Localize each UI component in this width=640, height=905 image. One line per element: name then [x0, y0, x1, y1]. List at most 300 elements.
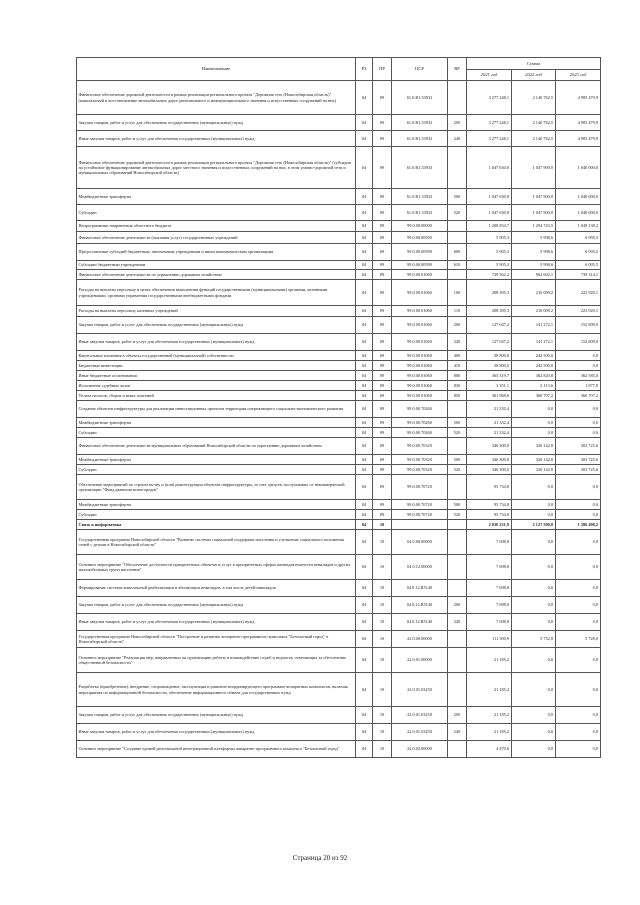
- cell-sum-2023: 5 728,0: [556, 631, 601, 648]
- cell-sum-2021: 739 562,2: [467, 270, 512, 280]
- cell-pr: 09: [373, 306, 392, 317]
- cell-csr: 61.0.R1.53933: [392, 147, 448, 189]
- cell-pr: 10: [373, 520, 392, 530]
- table-row: [77, 221, 601, 232]
- cell-name: Иные закупки товаров, работ и услуг для обеспечения государственных (муниципальных) нужд: [77, 131, 356, 147]
- cell-name: Непрограммные направления областного бюджета: [77, 221, 356, 232]
- cell-pr: 10: [373, 614, 392, 631]
- cell-sum-2021: 5 905,3: [467, 232, 512, 244]
- cell-csr: 99.0.00.70260: [392, 428, 448, 438]
- cell-rz: 04: [356, 81, 373, 115]
- header-year-2023: 2023 год: [556, 70, 601, 81]
- cell-csr: 61.0.R1.53932: [392, 81, 448, 115]
- cell-vr: 100: [448, 280, 467, 306]
- cell-rz: 04: [356, 500, 373, 510]
- cell-pr: 10: [373, 597, 392, 614]
- cell-csr: [392, 520, 448, 530]
- cell-sum-2021: 7 698,8: [467, 597, 512, 614]
- cell-pr: 09: [373, 131, 392, 147]
- cell-sum-2022: 0,0: [512, 401, 556, 418]
- table-row: [77, 438, 601, 455]
- cell-name: Финансовое обеспечение деятельности муниципальных образований Новосибирской области по укреплению дорожным хозяйством: [77, 438, 356, 455]
- cell-sum-2021: 95 734,8: [467, 510, 512, 520]
- cell-name: Иные бюджетные ассигнования: [77, 371, 356, 381]
- table-row: [77, 361, 601, 371]
- header-pr: ПР: [373, 58, 392, 81]
- cell-vr: [448, 530, 467, 555]
- cell-name: Субсидии: [77, 205, 356, 221]
- cell-sum-2021: 5 905,3: [467, 244, 512, 261]
- cell-rz: 04: [356, 438, 373, 455]
- cell-vr: [448, 580, 467, 597]
- cell-sum-2023: 4 985 479,9: [556, 131, 601, 147]
- table-row: [77, 724, 601, 741]
- cell-pr: 09: [373, 334, 392, 351]
- cell-sum-2023: 360 707,2: [556, 391, 601, 401]
- cell-pr: 10: [373, 673, 392, 707]
- cell-name: Уплата налогов, сборов и иных платежей: [77, 391, 356, 401]
- cell-name: Связь и информатика: [77, 520, 356, 530]
- cell-name: Субсидии: [77, 428, 356, 438]
- cell-sum-2022: 216 009,2: [512, 306, 556, 317]
- cell-vr: 830: [448, 381, 467, 391]
- cell-csr: 99.0.00.70720: [392, 475, 448, 500]
- cell-rz: 04: [356, 391, 373, 401]
- cell-vr: 410: [448, 361, 467, 371]
- cell-csr: 61.0.R1.53932: [392, 131, 448, 147]
- budget-table-sheet: [76, 57, 600, 758]
- table-row: [77, 270, 601, 280]
- cell-pr: 09: [373, 317, 392, 334]
- cell-csr: 99.0.00.70260: [392, 418, 448, 428]
- cell-sum-2021: 208 395,3: [467, 280, 512, 306]
- cell-pr: 10: [373, 631, 392, 648]
- cell-pr: 09: [373, 391, 392, 401]
- table-row: [77, 205, 601, 221]
- budget-table: [76, 57, 601, 758]
- table-row: [77, 580, 601, 597]
- cell-pr: 09: [373, 351, 392, 361]
- cell-sum-2023: 0,0: [556, 510, 601, 520]
- cell-rz: 04: [356, 648, 373, 673]
- cell-pr: 09: [373, 280, 392, 306]
- cell-pr: 10: [373, 530, 392, 555]
- cell-sum-2023: 0,0: [556, 580, 601, 597]
- cell-vr: [448, 221, 467, 232]
- cell-sum-2023: 0,0: [556, 597, 601, 614]
- cell-sum-2022: 242 500,0: [512, 351, 556, 361]
- cell-name: Основное мероприятие "Обеспечение доступности приоритетных объектов и услуг в приоритетных сферах жизнедеятельности инвалидов и других маломобильных групп населения": [77, 555, 356, 580]
- cell-name: Финансовое обеспечение дорожной деятельности в рамках реализации регионального проекта "Дорожная сеть (Новосибирская область)" (субсидии на устойчивое функционирование автомобильных дорог местного значения и искусственных сооружений на них, в этом улично-дорожной сети и муниципальных образований Новосибирской области): [77, 147, 356, 189]
- cell-csr: 22.0.00.00000: [392, 631, 448, 648]
- cell-pr: 09: [373, 261, 392, 270]
- cell-sum-2023: 0,0: [556, 648, 601, 673]
- cell-sum-2023: 0,0: [556, 428, 601, 438]
- cell-vr: 240: [448, 131, 467, 147]
- cell-sum-2021: 1 047 630,0: [467, 205, 512, 221]
- cell-sum-2022: 0,0: [512, 724, 556, 741]
- cell-sum-2022: 0,0: [512, 648, 556, 673]
- table-row: [77, 428, 601, 438]
- cell-name: Расходы на выплаты персоналу в целях обеспечения выполнения функций государственными (муниципальными) органами, казенными учреждениями, органами управления государственными внебюджетными фондами: [77, 280, 356, 306]
- cell-sum-2022: 0,0: [512, 428, 556, 438]
- cell-vr: 240: [448, 724, 467, 741]
- cell-pr: 09: [373, 232, 392, 244]
- cell-vr: 850: [448, 391, 467, 401]
- cell-csr: 04.0.00.00000: [392, 530, 448, 555]
- cell-pr: 09: [373, 189, 392, 205]
- cell-sum-2022: 5 998,6: [512, 232, 556, 244]
- cell-sum-2023: 0,0: [556, 724, 601, 741]
- table-row: [77, 520, 601, 530]
- cell-sum-2022: 362 820,8: [512, 371, 556, 381]
- cell-name: Бюджетные инвестиции: [77, 361, 356, 371]
- cell-csr: 22.0.01.03250: [392, 724, 448, 741]
- cell-rz: 04: [356, 306, 373, 317]
- header-year-2021: 2021 год: [467, 70, 512, 81]
- cell-rz: 04: [356, 280, 373, 306]
- cell-vr: 520: [448, 428, 467, 438]
- cell-csr: 99.0.00.70320: [392, 438, 448, 455]
- cell-sum-2022: 0,0: [512, 597, 556, 614]
- cell-rz: 04: [356, 475, 373, 500]
- cell-csr: 22.0.01.03250: [392, 673, 448, 707]
- cell-vr: 500: [448, 455, 467, 465]
- cell-csr: 99.0.00.01060: [392, 371, 448, 381]
- cell-sum-2022: 0,0: [512, 510, 556, 520]
- cell-name: Межбюджетные трансферты: [77, 455, 356, 465]
- cell-sum-2023: 1 386 498,2: [556, 520, 601, 530]
- cell-csr: 22.0.01.03250: [392, 707, 448, 724]
- cell-sum-2022: 1 047 900,0: [512, 189, 556, 205]
- cell-vr: 520: [448, 510, 467, 520]
- cell-rz: 04: [356, 334, 373, 351]
- cell-name: Закупка товаров, работ и услуг для обеспечения государственных (муниципальных) нужд: [77, 115, 356, 131]
- cell-sum-2021: 4 470,6: [467, 741, 512, 758]
- cell-sum-2023: 6 095,5: [556, 244, 601, 261]
- cell-name: Основное мероприятие "Создание единой региональной интеграционной платформы аппаратно-программного комплекса "Безопасный город": [77, 741, 356, 758]
- cell-sum-2021: 1 047 630,0: [467, 147, 512, 189]
- cell-csr: 99.0.00.70720: [392, 510, 448, 520]
- cell-csr: 99.0.00.01060: [392, 361, 448, 371]
- cell-csr: 99.0.00.01060: [392, 317, 448, 334]
- cell-sum-2022: 0,0: [512, 530, 556, 555]
- cell-rz: 04: [356, 189, 373, 205]
- cell-sum-2022: 326 142,8: [512, 455, 556, 465]
- cell-csr: 99.0.00.70260: [392, 401, 448, 418]
- cell-vr: [448, 270, 467, 280]
- cell-name: Основное мероприятие "Реализация мер, направленных на организацию работы и взаимодействие служб и ведомств, отвечающих за обеспечение общественной безопасности": [77, 648, 356, 673]
- cell-vr: 520: [448, 465, 467, 475]
- cell-csr: 04.0.12.00000: [392, 555, 448, 580]
- cell-sum-2022: 0,0: [512, 580, 556, 597]
- cell-pr: 09: [373, 500, 392, 510]
- cell-rz: 04: [356, 361, 373, 371]
- table-row: [77, 131, 601, 147]
- cell-sum-2022: 1 047 900,0: [512, 147, 556, 189]
- cell-sum-2022: 360 707,2: [512, 391, 556, 401]
- cell-csr: 04.0.12.R5140: [392, 597, 448, 614]
- cell-csr: 99.0.00.01060: [392, 351, 448, 361]
- cell-sum-2021: 1 047 630,0: [467, 189, 512, 205]
- cell-rz: 04: [356, 381, 373, 391]
- cell-rz: 04: [356, 317, 373, 334]
- cell-sum-2023: 0,0: [556, 673, 601, 707]
- cell-sum-2022: 2 127 590,0: [512, 520, 556, 530]
- table-row: [77, 707, 601, 724]
- cell-rz: 04: [356, 270, 373, 280]
- cell-name: Иные закупки товаров, работ и услуг для обеспечения государственных (муниципальных) нужд: [77, 334, 356, 351]
- cell-rz: 04: [356, 707, 373, 724]
- cell-rz: 04: [356, 261, 373, 270]
- cell-sum-2022: 0,0: [512, 707, 556, 724]
- table-row: [77, 334, 601, 351]
- cell-name: Субсидии бюджетным учреждениям: [77, 261, 356, 270]
- cell-vr: 240: [448, 614, 467, 631]
- cell-pr: 10: [373, 648, 392, 673]
- cell-sum-2021: 95 734,8: [467, 475, 512, 500]
- cell-sum-2023: 0,0: [556, 401, 601, 418]
- cell-sum-2022: 141 272,1: [512, 317, 556, 334]
- cell-pr: 09: [373, 465, 392, 475]
- cell-sum-2021: 3 277 248,1: [467, 131, 512, 147]
- cell-vr: [448, 520, 467, 530]
- cell-pr: 09: [373, 381, 392, 391]
- cell-sum-2023: 0,0: [556, 614, 601, 631]
- cell-name: Капитальные вложения в объекты государственной (муниципальной) собственности: [77, 351, 356, 361]
- cell-pr: 09: [373, 418, 392, 428]
- page-number: Страница 20 из 92: [292, 854, 348, 862]
- table-row: [77, 510, 601, 520]
- table-row: [77, 465, 601, 475]
- cell-csr: 61.0.R1.53933: [392, 189, 448, 205]
- cell-name: Закупка товаров, работ и услуг для обеспечения государственных (муниципальных) нужд: [77, 597, 356, 614]
- table-row: [77, 631, 601, 648]
- cell-rz: 04: [356, 428, 373, 438]
- cell-sum-2023: 0,0: [556, 351, 601, 361]
- cell-rz: 04: [356, 351, 373, 361]
- cell-vr: [448, 673, 467, 707]
- cell-name: Субсидии: [77, 465, 356, 475]
- cell-pr: 09: [373, 428, 392, 438]
- cell-rz: 04: [356, 371, 373, 381]
- cell-sum-2022: 0,0: [512, 475, 556, 500]
- table-row: [77, 371, 601, 381]
- cell-sum-2022: 326 142,8: [512, 465, 556, 475]
- table-row: [77, 351, 601, 361]
- cell-rz: 04: [356, 510, 373, 520]
- cell-vr: [448, 631, 467, 648]
- cell-pr: 10: [373, 580, 392, 597]
- cell-vr: [448, 438, 467, 455]
- table-row: [77, 244, 601, 261]
- cell-vr: 400: [448, 351, 467, 361]
- cell-rz: 04: [356, 741, 373, 758]
- cell-name: Межбюджетные трансферты: [77, 418, 356, 428]
- cell-sum-2023: 1 049 138,2: [556, 221, 601, 232]
- cell-sum-2021: 95 734,8: [467, 500, 512, 510]
- cell-sum-2023: 6 095,5: [556, 261, 601, 270]
- cell-pr: 10: [373, 707, 392, 724]
- cell-name: Субсидии: [77, 510, 356, 520]
- cell-sum-2021: 21 185,2: [467, 648, 512, 673]
- cell-csr: 22.0.01.00000: [392, 648, 448, 673]
- cell-sum-2022: 2 140 762,5: [512, 131, 556, 147]
- table-row: [77, 306, 601, 317]
- table-row: [77, 401, 601, 418]
- cell-csr: 99.0.00.70320: [392, 465, 448, 475]
- cell-sum-2021: 365 319,7: [467, 371, 512, 381]
- cell-vr: 500: [448, 189, 467, 205]
- cell-sum-2021: 21 332,4: [467, 401, 512, 418]
- cell-sum-2021: 208 395,3: [467, 306, 512, 317]
- cell-sum-2023: 223 920,1: [556, 280, 601, 306]
- cell-csr: 99.0.00.01060: [392, 280, 448, 306]
- cell-vr: 200: [448, 317, 467, 334]
- table-row: [77, 115, 601, 131]
- table-row: [77, 189, 601, 205]
- cell-name: Межбюджетные трансферты: [77, 500, 356, 510]
- cell-csr: 99.0.00.00590: [392, 232, 448, 244]
- cell-vr: [448, 147, 467, 189]
- cell-csr: 99.0.00.01060: [392, 391, 448, 401]
- cell-name: Предоставление субсидий бюджетным, автономным учреждениям и иным некоммерческим организациям: [77, 244, 356, 261]
- cell-sum-2021: 21 332,4: [467, 428, 512, 438]
- cell-csr: 04.0.12.R5140: [392, 580, 448, 597]
- cell-pr: 09: [373, 81, 392, 115]
- cell-sum-2022: 242 500,0: [512, 361, 556, 371]
- table-row: [77, 232, 601, 244]
- cell-csr: 22.0.02.00000: [392, 741, 448, 758]
- cell-rz: 04: [356, 232, 373, 244]
- cell-pr: 09: [373, 361, 392, 371]
- cell-vr: 800: [448, 371, 467, 381]
- cell-sum-2021: 346 300,0: [467, 455, 512, 465]
- cell-vr: [448, 401, 467, 418]
- cell-sum-2021: 3 351,1: [467, 381, 512, 391]
- cell-csr: 61.0.R1.53933: [392, 205, 448, 221]
- cell-name: Финансовое обеспечение деятельности (оказания услуг) государственных учреждений: [77, 232, 356, 244]
- cell-name: Государственная программа Новосибирской области "Развитие системы социальной поддержки населения и улучшение социального положения семей с детьми в Новосибирской области": [77, 530, 356, 555]
- cell-sum-2023: 4 985 479,9: [556, 115, 601, 131]
- cell-sum-2023: 0,0: [556, 530, 601, 555]
- cell-sum-2021: 38 800,0: [467, 361, 512, 371]
- cell-pr: 09: [373, 371, 392, 381]
- cell-sum-2023: 223 920,1: [556, 306, 601, 317]
- table-row: [77, 597, 601, 614]
- table-row: [77, 81, 601, 115]
- table-row: [77, 500, 601, 510]
- cell-rz: 04: [356, 614, 373, 631]
- cell-rz: 04: [356, 418, 373, 428]
- cell-name: Межбюджетные трансферты: [77, 189, 356, 205]
- cell-sum-2022: 2 140 762,5: [512, 115, 556, 131]
- cell-sum-2023: 4 985 479,9: [556, 81, 601, 115]
- cell-rz: 04: [356, 631, 373, 648]
- cell-vr: [448, 475, 467, 500]
- cell-sum-2022: 216 009,2: [512, 280, 556, 306]
- cell-csr: 99.0.00.70720: [392, 500, 448, 510]
- cell-pr: 10: [373, 724, 392, 741]
- table-row: [77, 475, 601, 500]
- cell-sum-2021: 3 277 248,1: [467, 115, 512, 131]
- cell-sum-2022: 5 752,8: [512, 631, 556, 648]
- table-row: [77, 455, 601, 465]
- cell-sum-2023: 0,0: [556, 707, 601, 724]
- cell-sum-2022: 5 998,6: [512, 261, 556, 270]
- cell-vr: 520: [448, 205, 467, 221]
- cell-sum-2023: 1 877,8: [556, 381, 601, 391]
- cell-sum-2022: 326 142,8: [512, 438, 556, 455]
- cell-name: Создание объектов инфраструктуры для реализации инвестиционных проектов территории опережающего социально-экономического развития: [77, 401, 356, 418]
- cell-sum-2022: 0,0: [512, 673, 556, 707]
- cell-rz: 04: [356, 597, 373, 614]
- cell-sum-2021: 361 968,6: [467, 391, 512, 401]
- cell-vr: [448, 81, 467, 115]
- cell-vr: [448, 232, 467, 244]
- cell-csr: 04.0.12.R5140: [392, 614, 448, 631]
- cell-vr: 600: [448, 244, 467, 261]
- table-row: [77, 391, 601, 401]
- cell-sum-2023: 739 314,1: [556, 270, 601, 280]
- cell-pr: 09: [373, 475, 392, 500]
- cell-vr: [448, 648, 467, 673]
- cell-sum-2021: 21 185,2: [467, 673, 512, 707]
- cell-csr: 99.0.00.01060: [392, 381, 448, 391]
- cell-rz: 04: [356, 724, 373, 741]
- cell-sum-2023: 1 040 000,0: [556, 189, 601, 205]
- cell-sum-2023: 362 585,0: [556, 371, 601, 381]
- cell-sum-2021: 21 332,4: [467, 418, 512, 428]
- cell-sum-2022: 141 272,1: [512, 334, 556, 351]
- cell-sum-2023: 0,0: [556, 361, 601, 371]
- cell-sum-2021: 7 698,8: [467, 580, 512, 597]
- cell-name: Формирование системы комплексной реабилитации и абилитации инвалидов, в том числе детей-инвалидов: [77, 580, 356, 597]
- cell-sum-2021: 346 300,0: [467, 465, 512, 475]
- cell-rz: 04: [356, 465, 373, 475]
- cell-sum-2023: 1 040 000,0: [556, 147, 601, 189]
- cell-sum-2022: 0,0: [512, 555, 556, 580]
- cell-pr: 09: [373, 244, 392, 261]
- cell-name: Закупка товаров, работ и услуг для обеспечения государственных (муниципальных) нужд: [77, 707, 356, 724]
- cell-vr: 200: [448, 597, 467, 614]
- cell-rz: 04: [356, 520, 373, 530]
- table-body: [77, 81, 601, 758]
- cell-sum-2021: 21 185,2: [467, 724, 512, 741]
- cell-csr: 99.0.00.01060: [392, 306, 448, 317]
- cell-sum-2021: 127 047,2: [467, 317, 512, 334]
- cell-sum-2021: 21 185,2: [467, 707, 512, 724]
- cell-rz: 04: [356, 401, 373, 418]
- cell-sum-2023: 1 040 000,0: [556, 205, 601, 221]
- cell-sum-2022: 1 294 743,5: [512, 221, 556, 232]
- header-csr: ЦСР: [392, 58, 448, 81]
- cell-sum-2023: 303 725,6: [556, 455, 601, 465]
- cell-pr: 09: [373, 115, 392, 131]
- header-sum: Сумма: [467, 58, 601, 70]
- header-year-2022: 2022 год: [512, 70, 556, 81]
- table-row: [77, 648, 601, 673]
- cell-sum-2021: 111 500,9: [467, 631, 512, 648]
- cell-sum-2022: 962 602,1: [512, 270, 556, 280]
- cell-sum-2023: 303 725,6: [556, 438, 601, 455]
- cell-sum-2021: 38 800,0: [467, 351, 512, 361]
- cell-pr: 09: [373, 438, 392, 455]
- cell-sum-2022: 0,0: [512, 418, 556, 428]
- cell-vr: 200: [448, 707, 467, 724]
- cell-rz: 04: [356, 147, 373, 189]
- cell-rz: 04: [356, 115, 373, 131]
